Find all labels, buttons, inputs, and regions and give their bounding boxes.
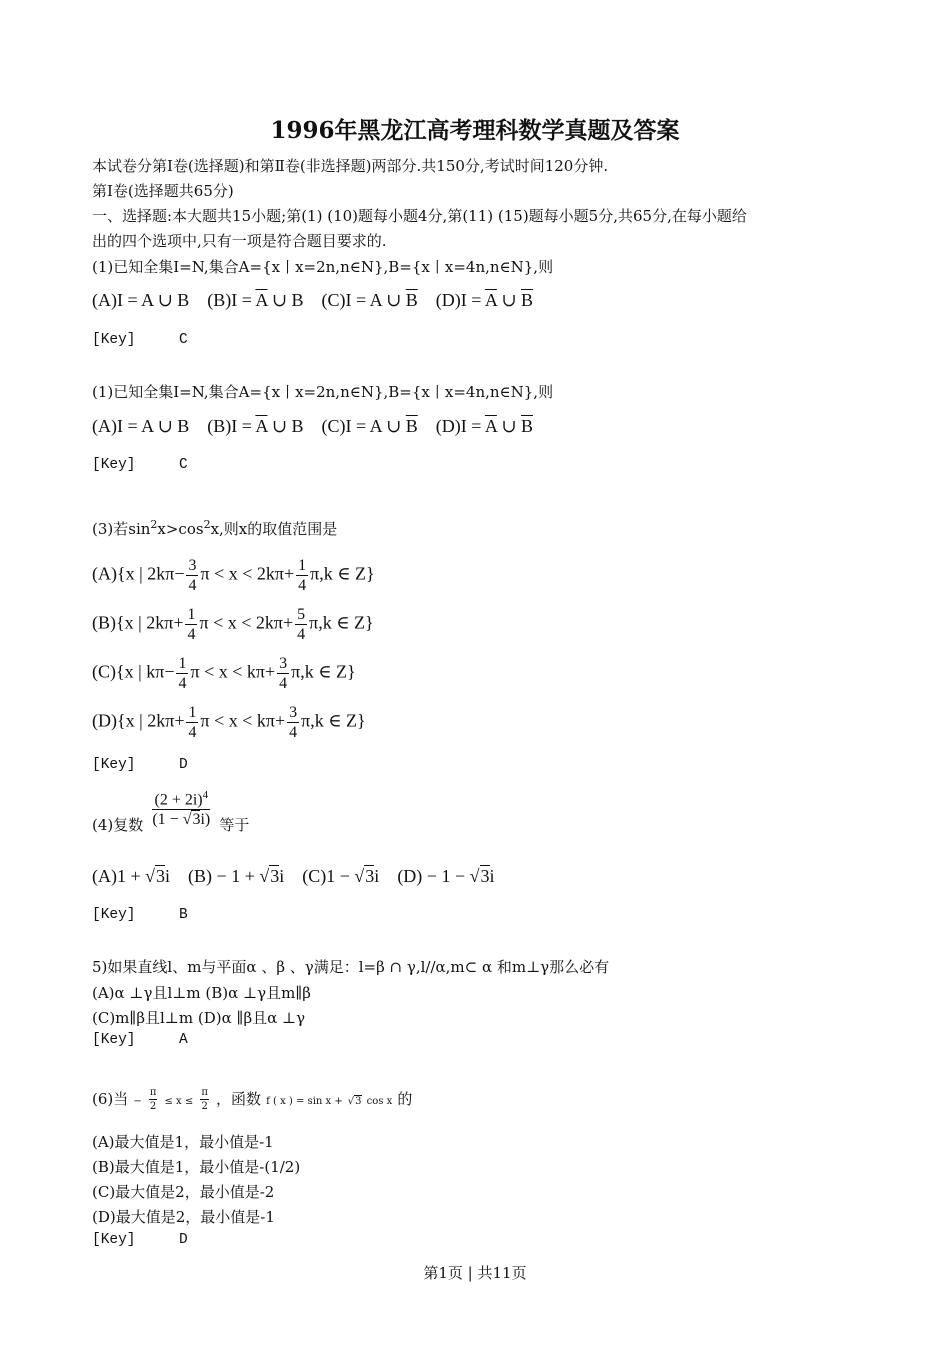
q1-option-c: (C)I = A ∪ $\overline{B}$: [321, 290, 418, 310]
q1-option-a: (A)I = A ∪ B: [92, 290, 190, 310]
q4-option-d: (D) − 1 − √3i: [397, 866, 495, 886]
intro-text: 本试卷分第Ⅰ卷(选择题)和第Ⅱ卷(非选择题)两部分.共150分,考试时间120分钟.: [92, 157, 609, 175]
q3-option-c: (C){x | kπ− $\frac{1}{4}$ π < x < kπ+ $\frac{3}{4}$ π,k ∈ Z}: [92, 655, 356, 692]
q1-stem: (1)已知全集I=N,集合A={x丨x=2n,n∈N},B={x丨x=4n,n∈N},则: [92, 258, 554, 276]
page-title: 1996年黑龙江高考理科数学真题及答案: [270, 117, 680, 144]
q1-option-d: $(D)I = \overline{A}$ ∪ $\overline{B}$: [435, 290, 534, 310]
q6-stem: (6)当 − $\frac{\pi}{2}$ ≤ x ≤ $\frac{\pi}{2}$ ，函数 f ( x ) = sin x + √3 cos x 的: [92, 1087, 413, 1112]
q6-key: [Key] D: [92, 1232, 188, 1248]
q4-option-b: (B) − 1 + √3i: [188, 866, 285, 886]
q6-option-a: (A)最大值是1，最小值是-1: [92, 1133, 274, 1151]
q6-option-d: (D)最大值是2，最小值是-1: [92, 1208, 275, 1226]
q3-option-a: (A){x | 2kπ− $\frac{3}{4}$ π < x < 2kπ+ $\frac{1}{4}$ π,k ∈ Z}: [92, 557, 375, 594]
q1-repeat-options: (A)I = A ∪ B $(B)I = \overline{A}$ ∪ B (C)I = A ∪ $\overline{B}$ $(D)I = \overline{A}$ ∪ $\overline{B}$: [92, 416, 534, 436]
section-instructions-line2: 出的四个选项中,只有一项是符合题目要求的.: [92, 232, 387, 250]
q6-option-c: (C)最大值是2，最小值是-2: [92, 1183, 275, 1201]
q3-option-b: (B){x | 2kπ+ $\frac{1}{4}$ π < x < 2kπ+ $\frac{5}{4}$ π,k ∈ Z}: [92, 606, 374, 643]
q1-option-b: $(B)I = \overline{A}$ ∪ B: [207, 290, 304, 310]
page-footer: 第1页 | 共11页: [423, 1264, 527, 1282]
q1-key: [Key] C: [92, 332, 188, 348]
q3-stem: (3)若$\sin^2x>\cos^2x$,则x的取值范围是: [92, 518, 338, 538]
q5-key: [Key] A: [92, 1032, 188, 1048]
q4-key: [Key] B: [92, 907, 188, 923]
q3-option-d: (D){x | 2kπ+ $\frac{1}{4}$ π < x < kπ+ $\frac{3}{4}$ π,k ∈ Z}: [92, 704, 366, 741]
q5-options-ab: (A)α ⊥γ且l⊥m (B)α ⊥γ且m∥β: [92, 984, 311, 1002]
q4-option-c: (C)1 − √3i: [302, 866, 380, 886]
q4-options: [92, 866, 495, 887]
q5-options-cd: (C)m∥β且l⊥m (D)α ∥β且α ⊥γ: [92, 1009, 306, 1027]
part1-heading: 第Ⅰ卷(选择题共65分): [92, 182, 234, 200]
q1-repeat-stem: (1)已知全集I=N,集合A={x丨x=2n,n∈N},B={x丨x=4n,n∈N},则: [92, 383, 554, 401]
q4-option-a: (A)1 + √3i: [92, 866, 171, 886]
q5-stem: 5)如果直线l、m与平面α 、β 、γ满足：l=β ∩ γ,l//α,m⊂ α 和m⊥γ那么必有: [92, 958, 610, 976]
q1-repeat-key: [Key] C: [92, 457, 188, 473]
q1-options: [92, 290, 533, 311]
q6-option-b: (B)最大值是1，最小值是-(1/2): [92, 1158, 301, 1176]
section-instructions-line1: 一、选择题:本大题共15小题;第(1) (10)题每小题4分,第(11) (15)题每小题5分,共65分,在每小题给: [92, 207, 747, 225]
q3-key: [Key] D: [92, 757, 188, 773]
q4-stem: (4)复数 $\frac{(2 + 2i)^4}{(1 - √3i)}$ 等于: [92, 786, 249, 835]
